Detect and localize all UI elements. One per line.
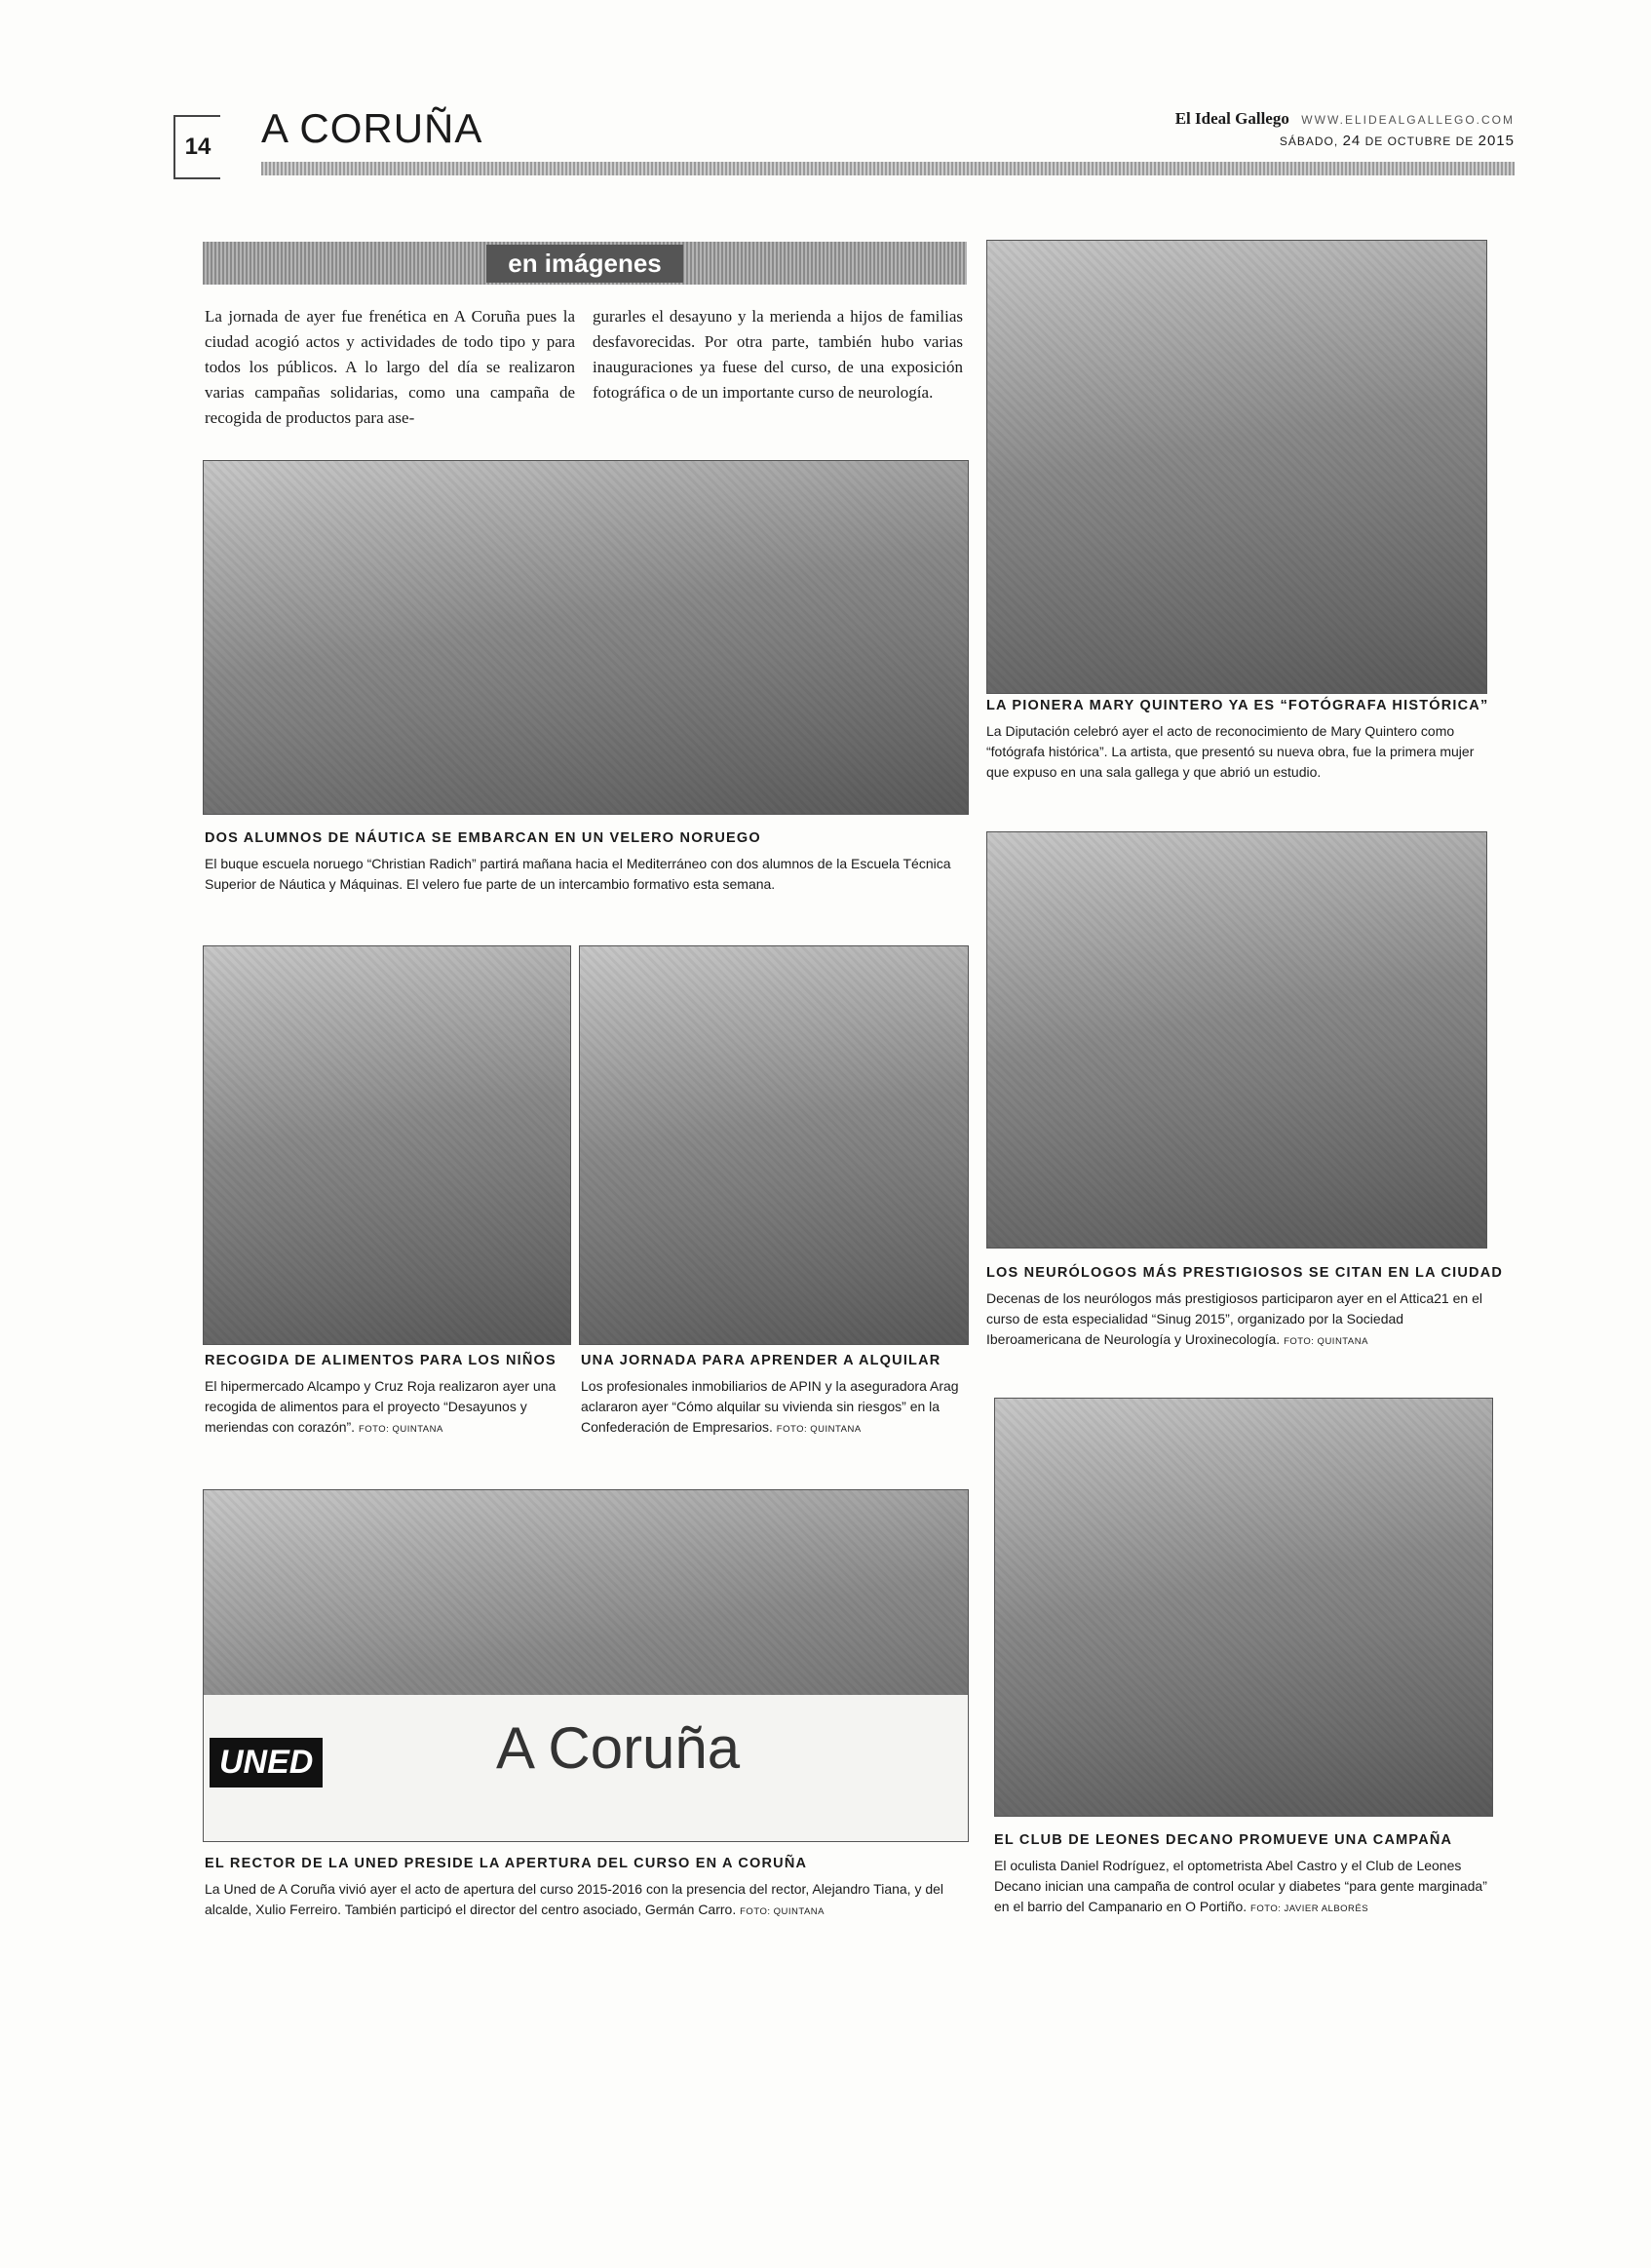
- caption-neurologos: [986, 1265, 1504, 1352]
- caption-text: [205, 1879, 969, 1922]
- caption-text: [986, 1288, 1485, 1352]
- uned-backdrop: [204, 1695, 968, 1841]
- masthead: [1175, 109, 1515, 149]
- newspaper-url: WWW.ELIDEALGALLEGO.COM: [1301, 113, 1515, 127]
- photo-alimentos: [203, 945, 571, 1345]
- photo-quintero: [986, 240, 1487, 694]
- newspaper-name: El Ideal Gallego: [1174, 109, 1289, 128]
- caption-text: [205, 1376, 571, 1440]
- photo-credit: FOTO: QUINTANA: [1284, 1336, 1368, 1347]
- caption-alimentos: [205, 1353, 571, 1440]
- caption-leones: [994, 1832, 1493, 1919]
- caption-alquilar: [581, 1353, 967, 1440]
- date-day: 24: [1342, 133, 1362, 149]
- section-title: A CORUÑA: [261, 105, 483, 151]
- date-prefix: SÁBADO,: [1279, 135, 1339, 148]
- caption-body: El hipermercado Alcampo y Cruz Roja realizaron ayer una recogida de alimentos para el proyecto “Desayunos y meriendas con corazón”.: [205, 1378, 557, 1435]
- issue-date: [1175, 133, 1515, 149]
- caption-body: Decenas de los neurólogos más prestigiosos participaron ayer en el Attica21 en el curso de esta especialidad “Sinug 2015”, organizado por la Sociedad Iberoamericana de Neurología y Uroxinecología.: [986, 1290, 1482, 1347]
- caption-text: [994, 1856, 1493, 1919]
- headline: LA PIONERA MARY QUINTERO YA ES “FOTÓGRAFA HISTÓRICA”: [986, 698, 1489, 713]
- caption-text: El buque escuela noruego “Christian Radich” partirá mañana hacia el Mediterráneo con dos alumnos de la Escuela Técnica Superior de Náutica y Máquinas. El velero fue parte de un intercambio formativo esta semana.: [205, 856, 951, 892]
- section-banner: [203, 242, 967, 285]
- headline: LOS NEURÓLOGOS MÁS PRESTIGIOSOS SE CITAN EN LA CIUDAD: [986, 1265, 1504, 1281]
- intro-column-1: La jornada de ayer fue frenética en A Coruña pues la ciudad acogió actos y actividades de todo tipo y para todos los públicos. A lo largo del día se realizaron varias campañas solidarias, como una campaña de recogida de productos para ase-: [205, 307, 575, 427]
- intro-column-2: gurarles el desayuno y la merienda a hijos de familias desfavorecidas. Por otra parte, también hubo varias inauguraciones ya fuese del curso, de una exposición fotográfica o de un importante curso de neurología.: [593, 307, 963, 402]
- headline: EL RECTOR DE LA UNED PRESIDE LA APERTURA DEL CURSO EN A CORUÑA: [205, 1856, 808, 1871]
- headline: DOS ALUMNOS DE NÁUTICA SE EMBARCAN EN UN VELERO NORUEGO: [205, 830, 761, 846]
- caption-text: [581, 1376, 967, 1440]
- photo-alquilar: [579, 945, 969, 1345]
- photo-credit: FOTO: QUINTANA: [358, 1424, 443, 1435]
- caption-body: El oculista Daniel Rodríguez, el optometrista Abel Castro y el Club de Leones Decano inician una campaña de control ocular y diabetes “para gente marginada” en el barrio del Campanario en O Portiño.: [994, 1858, 1487, 1914]
- header-rule: [261, 162, 1515, 175]
- caption-text: La Diputación celebró ayer el acto de reconocimiento de Mary Quintero como “fotógrafa histórica”. La artista, que presentó su nueva obra, fue la primera mujer que expuso en una sala gallega y que abrió un estudio.: [986, 723, 1475, 780]
- date-year: 2015: [1478, 133, 1515, 149]
- photo-neurologos: [986, 831, 1487, 1249]
- headline: EL CLUB DE LEONES DECANO PROMUEVE UNA CAMPAÑA: [994, 1832, 1453, 1848]
- uned-logo: UNED: [210, 1738, 323, 1787]
- date-month: DE OCTUBRE DE: [1364, 135, 1475, 148]
- photo-credit: FOTO: QUINTANA: [776, 1424, 862, 1435]
- photo-credit: FOTO: JAVIER ALBORÉS: [1250, 1903, 1369, 1914]
- headline: UNA JORNADA PARA APRENDER A ALQUILAR: [581, 1353, 941, 1368]
- caption-nautica: [205, 830, 969, 895]
- photo-uned: [203, 1489, 969, 1842]
- banner-label: en imágenes: [486, 245, 683, 283]
- photo-nautica: [203, 460, 969, 815]
- page-number: 14: [173, 115, 220, 179]
- photo-leones: [994, 1398, 1493, 1817]
- photo-credit: FOTO: QUINTANA: [740, 1906, 825, 1917]
- headline: RECOGIDA DE ALIMENTOS PARA LOS NIÑOS: [205, 1353, 557, 1368]
- caption-body: La Uned de A Coruña vivió ayer el acto de apertura del curso 2015-2016 con la presencia del rector, Alejandro Tiana, y del alcalde, Xulio Ferreiro. También participó el director del centro asociado, Germán Carro.: [205, 1881, 944, 1917]
- caption-body: Los profesionales inmobiliarios de APIN y la aseguradora Arag aclararon ayer “Cómo alquilar su vivienda sin riesgos” en la Confederación de Empresarios.: [581, 1378, 959, 1435]
- caption-uned: [205, 1856, 969, 1922]
- uned-backdrop-city: A Coruña: [496, 1715, 741, 1781]
- caption-quintero: [986, 698, 1489, 783]
